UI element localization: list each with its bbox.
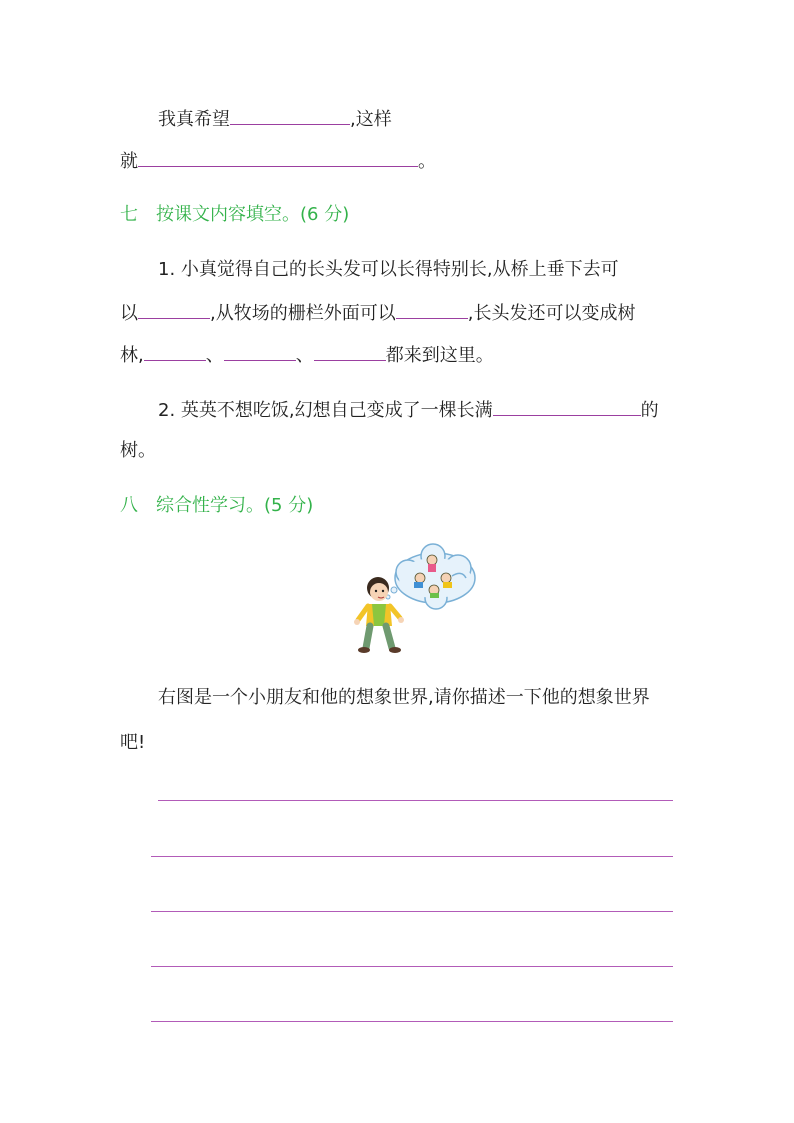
writing-line-4[interactable] xyxy=(151,966,673,967)
q2-line-2: 树。 xyxy=(120,440,156,461)
section-7-heading: 七 按课文内容填空。(6 分) xyxy=(120,204,350,225)
q2-line1-a: 2. 英英不想吃饭,幻想自己变成了一棵长满 xyxy=(158,400,493,421)
q2-blank-tree[interactable] xyxy=(493,397,641,416)
section-8-prompt-line-1: 右图是一个小朋友和他的想象世界,请你描述一下他的想象世界 xyxy=(158,687,650,708)
writing-line-3[interactable] xyxy=(151,911,673,912)
q1-line3-end: 都来到这里。 xyxy=(385,345,494,366)
writing-line-1[interactable] xyxy=(158,800,673,801)
section-8-heading: 八 综合性学习。(5 分) xyxy=(120,495,314,516)
q1-line-3 xyxy=(120,342,494,368)
q1-line3-a: 林, xyxy=(120,345,144,366)
q2-line-1 xyxy=(158,397,659,423)
q2-line1-b: 的 xyxy=(640,400,659,421)
q1-sep-1: 、 xyxy=(205,345,224,366)
q1-blank-forest-2[interactable] xyxy=(224,342,296,361)
q1-blank-forest-3[interactable] xyxy=(314,342,386,361)
wish-line-1 xyxy=(158,106,392,132)
q1-blank-bridge[interactable] xyxy=(138,300,210,319)
q1-line-1: 1. 小真觉得自己的长头发可以长得特别长,从桥上垂下去可 xyxy=(158,259,619,280)
q1-sep-2: 、 xyxy=(295,345,314,366)
illustration-svg xyxy=(348,542,482,656)
section-8-prompt-line-2: 吧! xyxy=(120,732,146,753)
q1-line2-a: 以 xyxy=(120,303,138,324)
q1-blank-forest-1[interactable] xyxy=(144,342,206,361)
wish-middle: ,这样 xyxy=(350,109,392,130)
q1-line2-c: ,长头发还可以变成树 xyxy=(467,303,636,324)
boy-imagination-illustration xyxy=(348,542,482,656)
thought-cloud xyxy=(386,544,475,609)
wish-prefix-2: 就 xyxy=(120,151,138,172)
q1-line-2 xyxy=(120,300,635,326)
wish-line-2 xyxy=(120,148,436,174)
wish-prefix: 我真希望 xyxy=(158,109,230,130)
wish-blank-1[interactable] xyxy=(230,106,350,125)
q1-blank-fence[interactable] xyxy=(396,300,468,319)
q1-line2-b: ,从牧场的栅栏外面可以 xyxy=(210,303,396,324)
writing-line-5[interactable] xyxy=(151,1021,673,1022)
wish-blank-2[interactable] xyxy=(138,148,418,167)
wish-end: 。 xyxy=(418,151,436,172)
writing-line-2[interactable] xyxy=(151,856,673,857)
